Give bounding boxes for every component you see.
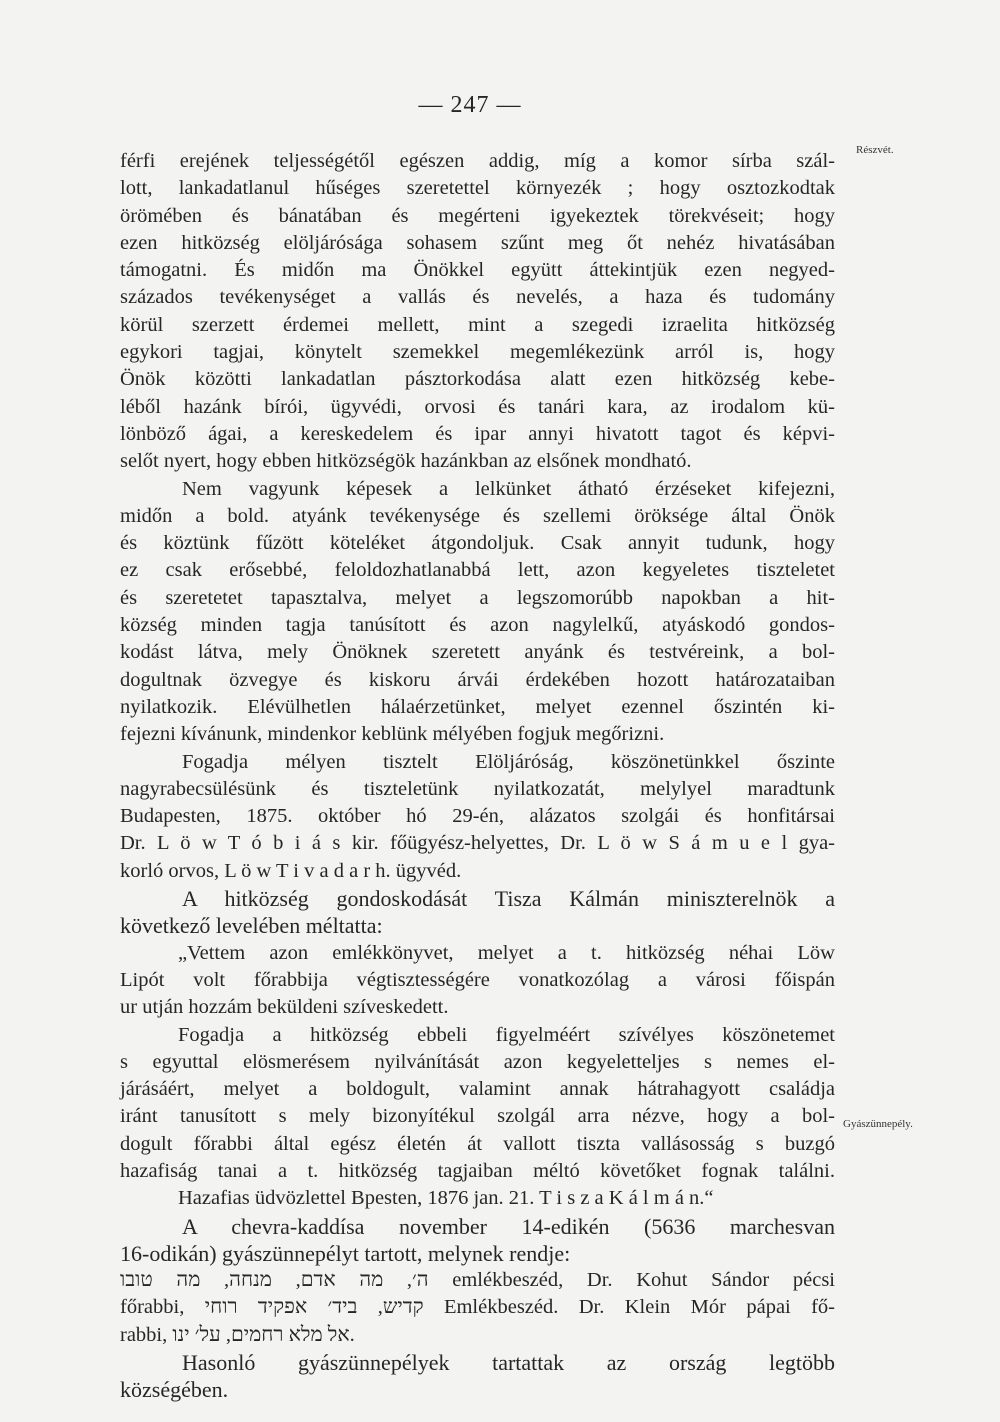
text-line: községében. [120,1377,229,1403]
text-line: főrabbi, קדיש, ביד׳ אפקיד רוחי Emlékbeszéd. Dr. Klein Mór pápai fő- [120,1296,836,1319]
text-line: A hitközség gondoskodását Tisza Kálmán miniszterelnök a [182,886,835,912]
text-line: járásáért, melyet a boldogult, valamint annak hátrahagyott családja [120,1078,835,1101]
text-line: támogatni. És midőn ma Önökkel együtt áttekintjük ezen negyed- [120,259,835,282]
text-line: Fogadja mélyen tisztelt Elöljáróság, köszönetünkkel őszinte [182,750,835,773]
text-line: Hazafias üdvözlettel Bpesten, 1876 jan. 21. T i s z a K á l m á n.“ [178,1187,714,1210]
text-line: kodást látva, mely Önöknek szeretett anyánk és testvéreink, a bol- [120,641,835,664]
text-line: ezen hitközség elöljárósága sohasem szűnt meg őt nehéz hivatásában [120,231,835,254]
text-line: s egyuttal elösmerésem nyilvánítását azon kegyeletteljes s nemes el- [120,1050,835,1073]
text-line: ה׳, מה אדם, מנחה, מה טובו emlékbeszéd, Dr. Kohut Sándor pécsi [120,1269,835,1292]
text-line: korló orvos, L ö w T i v a d a r h. ügyvéd. [120,859,462,882]
text-line: férfi erejének teljességétől egészen addig, míg a komor sírba szál- [120,150,835,172]
text-line: A chevra-kaddísa november 14-edikén (5636 marchesvan [182,1213,835,1239]
text-line: ur utján hozzám beküldeni szíveskedett. [120,996,449,1019]
text-line: fejezni kívánunk, mindenkor keblünk mélyében fogjuk megőrizni. [120,723,665,746]
text-line: nagyrabecsülésünk és tiszteletünk nyilatkozatát, melylyel maradtunk [120,777,835,800]
text-line: község minden tagja tanúsított és azon nagylelkű, atyáskodó gondos- [120,614,835,637]
text-line: lönböző ágai, a kereskedelem és ipar annyi hivatott tagot és képvi- [120,422,835,445]
text-line: iránt tanusított s mely bizonyítékul szolgál arra nézve, hogy a bol- [120,1105,835,1128]
text-line: Hasonló gyászünnepélyek tartattak az ország legtöbb [182,1350,835,1376]
text-line: Budapesten, 1875. október hó 29-én, alázatos szolgái és honfitársai [120,805,835,828]
text-line: és szeretetet tapasztalva, melyet a legszomorúbb napokban a hit- [120,586,835,609]
text-line: dogultnak özvegye és kiskoru árvái érdekében hozott határozataiban [120,668,835,691]
text-line: 16-odikán) gyászünnepélyt tartott, melynek rendje: [120,1240,571,1266]
text-line: selőt nyert, hogy ebben hitközségök hazánkban az elsőnek mondható. [120,450,692,473]
text-line: százados tevékenységet a vallás és nevelés, a haza és tudomány [120,286,835,309]
text-line: örömében és bánatában és megérteni igyekeztek törekvéseit; hogy [120,204,835,227]
text-line: midőn a bold. atyánk tevékenysége és szellemi öröksége által Önök [120,504,835,527]
text-line: dogult főrabbi által egész életén át vallott tiszta vallásosság s buzgó [120,1132,835,1155]
body-text [120,148,835,1404]
text-line: „Vettem azon emlékkönyvet, melyet a t. hitközség néhai Löw [178,941,835,964]
text-line: hazafiság tanai a t. hitközség tagjaiban méltó követőket fognak találni. [120,1159,835,1182]
page-number: — 247 — [418,92,522,118]
text-line: léből hazánk bírói, ügyvédi, orvosi és tanári kara, az irodalom kü- [120,395,835,418]
text-line: nyilatkozik. Elévülhetlen hálaérzetünket, melyet ezennel őszintén ki- [120,695,835,718]
text-line: ez csak erősebbé, feloldozhatlanabbá lett, azon kegyeletes tiszteletet [120,559,835,582]
text-line: Lipót volt főrabbija végtisztességére vonatkozólag a városi főispán [120,968,835,991]
margin-note-reszvet: Részvét. [856,144,894,156]
text-line: Fogadja a hitközség ebbeli figyelméért szívélyes köszönetemet [178,1023,835,1046]
text-line: Nem vagyunk képesek a lelkünket átható érzéseket kifejezni, [182,477,835,500]
text-line: rabbi, אל מלא רחמים, על׳ ינו. [120,1323,355,1346]
text-line: Önök közötti lankadatlan pásztorkodása alatt ezen hitközség kebe- [120,368,835,391]
text-line: Dr. L ö w T ó b i á s kir. főügyész-helyettes, Dr. L ö w S á m u e l gya- [120,832,835,855]
text-line: következő levelében méltatta: [120,913,383,939]
text-line: körül szerzett érdemei mellett, mint a szegedi izraelita hitközség [120,313,835,336]
text-line: egykori tagjai, könytelt szemekkel megemlékezünk arról is, hogy [120,341,835,364]
text-line: és köztünk fűzött köteléket átgondoljuk. Csak annyit tudunk, hogy [120,532,835,555]
text-line: lott, lankadatlanul hűséges szeretettel környezék ; hogy osztozkodtak [120,177,835,200]
margin-note-gyaszunnepely: Gyászünnepély. [843,1118,913,1130]
